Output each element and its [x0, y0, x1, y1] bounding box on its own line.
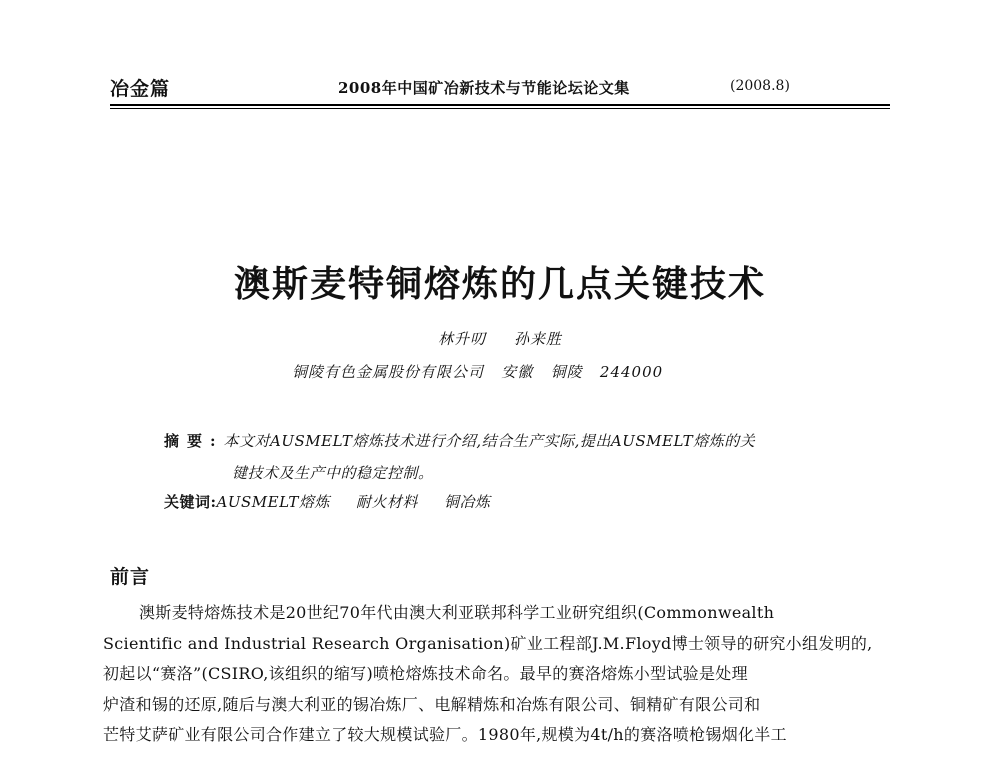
- body-line: 芒特艾萨矿业有限公司合作建立了较大规模试验厂。1980年,规模为4t/h的赛洛喷枪锡烟化半工: [103, 725, 787, 744]
- header-date: (2008.8): [730, 78, 790, 94]
- keyword: AUSMELT熔炼: [216, 493, 330, 511]
- body-line: 炉渣和锡的还原,随后与澳大利亚的锡冶炼厂、电解精炼和冶炼有限公司、铜精矿有限公司和: [103, 694, 761, 714]
- running-header: [110, 74, 890, 104]
- section-heading: 前言: [110, 566, 151, 588]
- author-name: 林升叨: [438, 330, 487, 348]
- body-paragraph: [103, 598, 893, 751]
- keyword: 耐火材料: [355, 493, 418, 511]
- abstract-text-line-2: 键技术及生产中的稳定控制。: [232, 464, 434, 482]
- author-list: [438, 328, 562, 349]
- body-line: 初起以“赛洛”(CSIRO,该组织的缩写)喷枪熔炼技术命名。最早的赛洛熔炼小型试验是处理: [103, 664, 748, 683]
- abstract-text-line-1: 本文对AUSMELT熔炼技术进行介绍,结合生产实际,提出AUSMELT熔炼的关: [223, 432, 756, 450]
- keywords: [164, 491, 490, 512]
- abstract: [164, 425, 844, 489]
- keyword: 铜冶炼: [443, 493, 491, 511]
- header-rule: [110, 104, 890, 106]
- header-rule-thin: [110, 108, 890, 109]
- body-line: 澳斯麦特熔炼技术是20世纪70年代由澳大利亚联邦科学工业研究组织(Commonwealth: [139, 603, 775, 622]
- header-proceedings-title: 2008年中国矿冶新技术与节能论坛论文集: [338, 79, 630, 97]
- paper-title: 澳斯麦特铜熔炼的几点关键技术: [233, 263, 766, 305]
- header-section-label: 冶金篇: [110, 78, 171, 100]
- affiliation: 铜陵有色金属股份有限公司 安徽 铜陵 244000: [292, 363, 664, 381]
- keywords-label: 关键词:: [164, 493, 217, 511]
- abstract-label: 摘要:: [164, 432, 224, 450]
- abstract-line-1: [164, 425, 844, 457]
- author-name: 孙来胜: [514, 330, 563, 348]
- body-line: Scientific and Industrial Research Organisation)矿业工程部J.M.Floyd博士领导的研究小组发明的,: [103, 633, 873, 653]
